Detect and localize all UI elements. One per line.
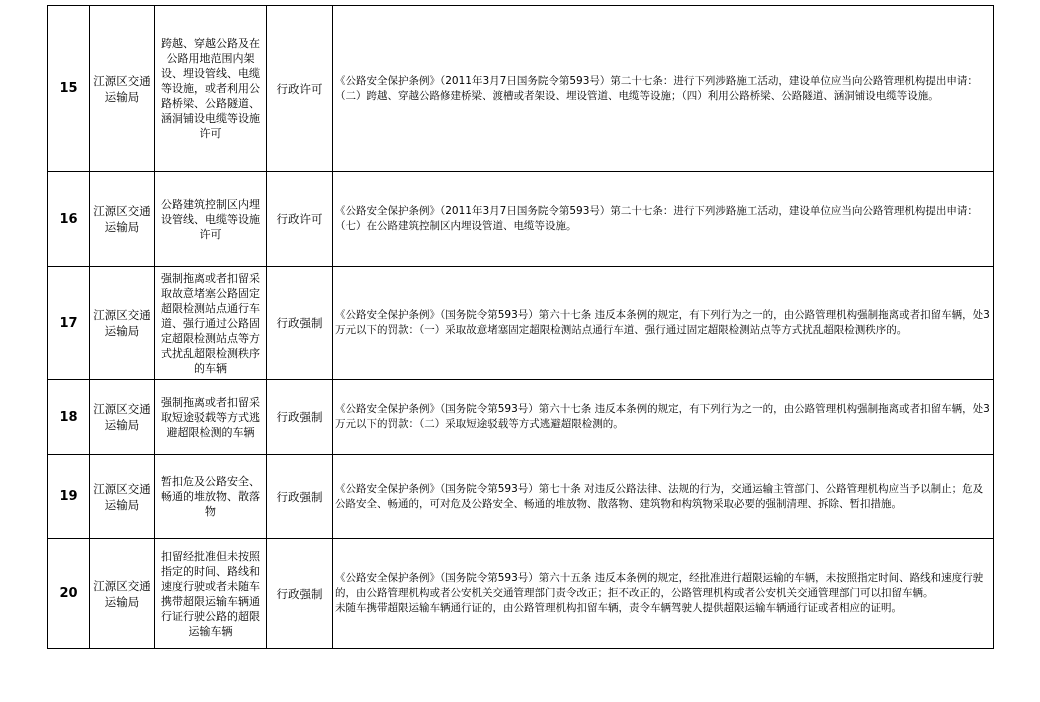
department-cell: 江源区交通运输局 (90, 172, 155, 267)
legal-basis-cell (333, 539, 994, 649)
legal-basis-cell (333, 455, 994, 539)
row-number: 20 (48, 539, 90, 649)
department-cell: 江源区交通运输局 (90, 455, 155, 539)
department-cell: 江源区交通运输局 (90, 380, 155, 455)
legal-basis-cell (333, 6, 994, 172)
table-row (48, 455, 994, 539)
legal-basis-cell (333, 267, 994, 380)
table-row (48, 380, 994, 455)
row-number: 17 (48, 267, 90, 380)
row-number: 19 (48, 455, 90, 539)
legal-basis-paragraph: 未随车携带超限运输车辆通行证的，由公路管理机构扣留车辆，责令车辆驾驶人提供超限运输车辆通行证或者相应的证明。 (335, 602, 902, 614)
row-number: 16 (48, 172, 90, 267)
legal-basis-paragraph: 《公路安全保护条例》（国务院令第593号）第六十五条 违反本条例的规定，经批准进行超限运输的车辆，未按照指定时间、路线和速度行驶的，由公路管理机构或者公安机关交通管理部门责令改正；拒不改正的，公路管理机构或者公安机关交通管理部门可以扣留车辆。 (335, 572, 984, 599)
table-row (48, 172, 994, 267)
item-name-cell: 强制拖离或者扣留采取故意堵塞公路固定超限检测站点通行车道、强行通过公路固定超限检测站点等方式扰乱超限检测秩序的车辆 (155, 267, 267, 380)
item-name-cell: 扣留经批准但未按照指定的时间、路线和速度行驶或者未随车携带超限运输车辆通行证行驶公路的超限运输车辆 (155, 539, 267, 649)
legal-basis-cell (333, 172, 994, 267)
legal-basis-paragraph: 《公路安全保护条例》（国务院令第593号）第七十条 对违反公路法律、法规的行为，交通运输主管部门、公路管理机构应当予以制止；危及公路安全、畅通的，可对危及公路安全、畅通的堆放物、散落物、建筑物和构筑物采取必要的强制清理、拆除、暂扣措施。 (335, 482, 984, 510)
power-type-cell: 行政强制 (267, 539, 333, 649)
legal-basis-paragraph: 《公路安全保护条例》（2011年3月7日国务院令第593号）第二十七条：进行下列涉路施工活动，建设单位应当向公路管理机构提出申请：（七）在公路建筑控制区内埋设管道、电缆等设施。 (335, 205, 978, 232)
power-type-cell: 行政许可 (267, 6, 333, 172)
list-table (47, 5, 994, 649)
item-name-cell: 跨越、穿越公路及在公路用地范围内架设、埋设管线、电缆等设施，或者利用公路桥梁、公路隧道、涵洞铺设电缆等设施许可 (155, 6, 267, 172)
department-cell: 江源区交通运输局 (90, 539, 155, 649)
department-cell: 江源区交通运输局 (90, 267, 155, 380)
item-name-cell: 暂扣危及公路安全、畅通的堆放物、散落物 (155, 455, 267, 539)
item-name-cell: 强制拖离或者扣留采取短途驳载等方式逃避超限检测的车辆 (155, 380, 267, 455)
power-type-cell: 行政强制 (267, 267, 333, 380)
department-cell: 江源区交通运输局 (90, 6, 155, 172)
power-type-cell: 行政许可 (267, 172, 333, 267)
row-number: 15 (48, 6, 90, 172)
table-row (48, 539, 994, 649)
legal-basis-paragraph: 《公路安全保护条例》（国务院令第593号）第六十七条 违反本条例的规定，有下列行为之一的，由公路管理机构强制拖离或者扣留车辆，处3万元以下的罚款：（二）采取短途驳载等方式逃避超限检测的。 (335, 403, 990, 430)
table-row (48, 267, 994, 380)
legal-basis-paragraph: 《公路安全保护条例》（国务院令第593号）第六十七条 违反本条例的规定，有下列行为之一的，由公路管理机构强制拖离或者扣留车辆，处3万元以下的罚款：（一）采取故意堵塞固定超限检测站点通行车道、强行通过固定超限检测站点等方式扰乱超限检测秩序的。 (335, 309, 990, 336)
power-type-cell: 行政强制 (267, 455, 333, 539)
row-number: 18 (48, 380, 90, 455)
item-name-cell: 公路建筑控制区内埋设管线、电缆等设施许可 (155, 172, 267, 267)
power-type-cell: 行政强制 (267, 380, 333, 455)
legal-basis-cell (333, 380, 994, 455)
legal-basis-paragraph: 《公路安全保护条例》（2011年3月7日国务院令第593号）第二十七条：进行下列涉路施工活动，建设单位应当向公路管理机构提出申请：（二）跨越、穿越公路修建桥梁、渡槽或者架设、埋设管道、电缆等设施；（四）利用公路桥梁、公路隧道、涵洞铺设电缆等设施。 (335, 74, 978, 102)
table-row (48, 6, 994, 172)
